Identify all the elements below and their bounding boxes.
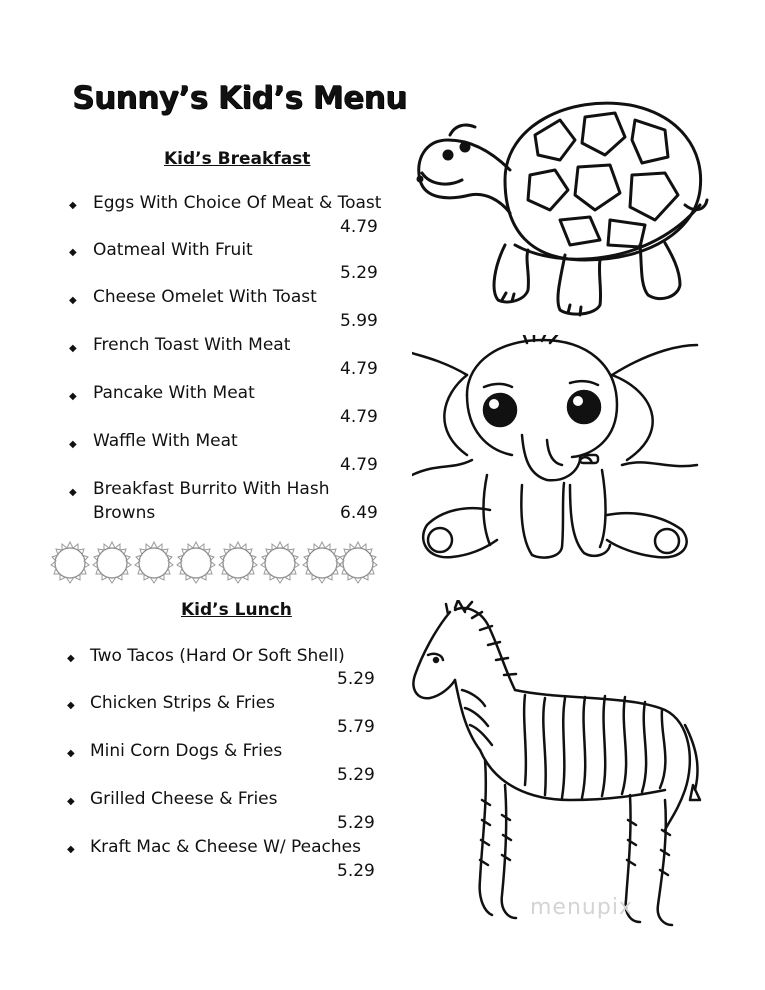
diamond-bullet-icon: ◆ <box>67 844 75 855</box>
menu-item-price: 6.49 <box>340 503 378 523</box>
left-ear <box>412 353 467 375</box>
diamond-bullet-icon: ◆ <box>69 247 77 258</box>
diamond-bullet-icon: ◆ <box>69 295 77 306</box>
menu-item-price: 5.79 <box>337 717 375 737</box>
breakfast-heading: Kid’s Breakfast <box>164 149 311 169</box>
menu-item-name: Cheese Omelet With Toast <box>93 287 317 307</box>
menu-item-name: Chicken Strips & Fries <box>90 693 276 713</box>
menu-item-price: 4.79 <box>340 359 378 379</box>
menu-item-price: 5.99 <box>340 311 378 331</box>
menu-item-price: 5.29 <box>337 765 375 785</box>
menu-item-price: 4.79 <box>340 407 378 427</box>
diamond-bullet-icon: ◆ <box>67 653 75 664</box>
menu-item-name: Waffle With Meat <box>93 431 238 451</box>
diamond-bullet-icon: ◆ <box>69 391 77 402</box>
sun-divider-icon <box>135 542 173 583</box>
menu-item-name-continued: Browns <box>93 503 156 523</box>
lunch-heading: Kid’s Lunch <box>181 600 292 620</box>
menu-item-price: 5.29 <box>337 861 375 881</box>
mane-line <box>455 608 515 690</box>
turtle-illustration <box>410 95 710 325</box>
menu-item-name: Eggs With Choice Of Meat & Toast <box>93 193 382 213</box>
sun-divider-icon <box>219 542 257 583</box>
back-line <box>515 690 690 830</box>
sun-divider-icon <box>51 542 89 583</box>
menu-item-name: Kraft Mac & Cheese W/ Peaches <box>90 837 361 857</box>
left-eye <box>484 394 516 426</box>
menu-item-price: 5.29 <box>337 813 375 833</box>
menu-item-name: French Toast With Meat <box>93 335 291 355</box>
elephant-illustration <box>412 335 702 575</box>
menu-item-price: 5.29 <box>340 263 378 283</box>
zebra-illustration <box>410 600 710 930</box>
menu-item-name: Breakfast Burrito With Hash <box>93 479 330 499</box>
menu-item-name: Mini Corn Dogs & Fries <box>90 741 283 761</box>
watermark: menupix <box>530 895 633 920</box>
diamond-bullet-icon: ◆ <box>69 200 77 211</box>
menu-item-price: 5.29 <box>337 669 375 689</box>
menu-item-name: Grilled Cheese & Fries <box>90 789 278 809</box>
sun-divider-icon <box>339 542 377 583</box>
diamond-bullet-icon: ◆ <box>67 700 75 711</box>
diamond-bullet-icon: ◆ <box>69 343 77 354</box>
sun-divider-icon <box>93 542 131 583</box>
menu-item-name: Pancake With Meat <box>93 383 255 403</box>
sun-divider-icon <box>261 542 299 583</box>
diamond-bullet-icon: ◆ <box>69 487 77 498</box>
right-eye <box>568 391 600 423</box>
menu-title: Sunny’s Kid’s Menu <box>72 80 407 116</box>
menu-item-name: Oatmeal With Fruit <box>93 240 253 260</box>
menu-item-price: 4.79 <box>340 455 378 475</box>
sun-divider-icon <box>177 542 215 583</box>
diamond-bullet-icon: ◆ <box>67 748 75 759</box>
diamond-bullet-icon: ◆ <box>69 439 77 450</box>
diamond-bullet-icon: ◆ <box>67 796 75 807</box>
menu-item-name: Two Tacos (Hard Or Soft Shell) <box>90 646 345 666</box>
menu-item-price: 4.79 <box>340 217 378 237</box>
sun-divider <box>48 540 378 586</box>
sun-divider-icon <box>303 542 341 583</box>
right-ear <box>612 345 697 375</box>
